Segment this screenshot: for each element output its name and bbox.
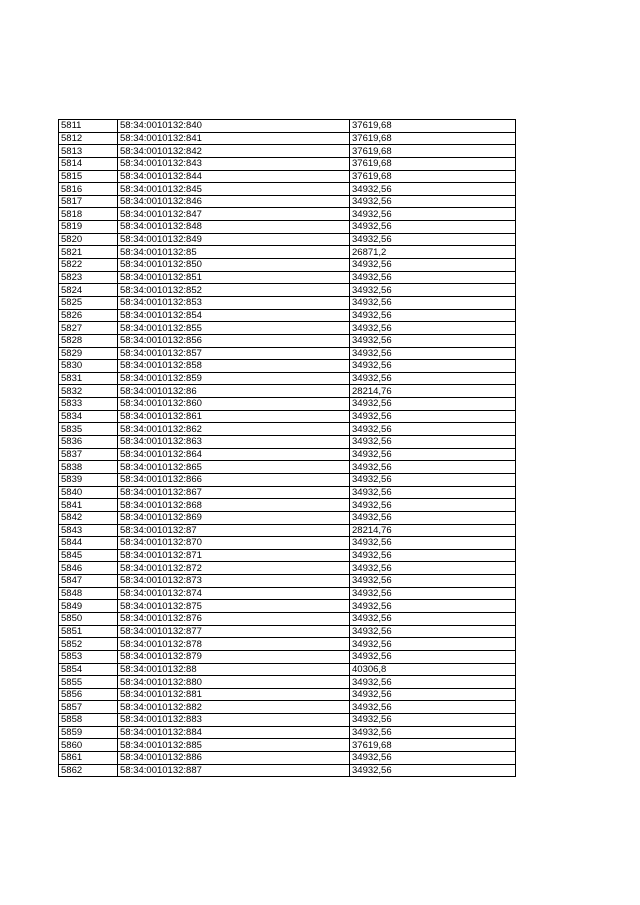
value-cell: 34932,56 bbox=[350, 360, 516, 373]
row-number-cell: 5833 bbox=[59, 398, 118, 411]
value-cell: 34932,56 bbox=[350, 372, 516, 385]
row-number-cell: 5826 bbox=[59, 309, 118, 322]
table-row bbox=[59, 714, 516, 727]
table-row bbox=[59, 132, 516, 145]
cadastral-number-cell: 58:34:0010132:862 bbox=[118, 423, 350, 436]
row-number-cell: 5823 bbox=[59, 271, 118, 284]
value-cell: 34932,56 bbox=[350, 714, 516, 727]
row-number-cell: 5812 bbox=[59, 132, 118, 145]
row-number-cell: 5834 bbox=[59, 410, 118, 423]
table-row bbox=[59, 296, 516, 309]
row-number-cell: 5841 bbox=[59, 499, 118, 512]
value-cell: 34932,56 bbox=[350, 473, 516, 486]
value-cell: 34932,56 bbox=[350, 322, 516, 335]
value-cell: 34932,56 bbox=[350, 284, 516, 297]
row-number-cell: 5820 bbox=[59, 233, 118, 246]
value-cell: 34932,56 bbox=[350, 271, 516, 284]
row-number-cell: 5851 bbox=[59, 625, 118, 638]
row-number-cell: 5832 bbox=[59, 385, 118, 398]
value-cell: 34932,56 bbox=[350, 650, 516, 663]
cadastral-number-cell: 58:34:0010132:867 bbox=[118, 486, 350, 499]
row-number-cell: 5829 bbox=[59, 347, 118, 360]
value-cell: 28214,76 bbox=[350, 524, 516, 537]
table-row bbox=[59, 726, 516, 739]
value-cell: 34932,56 bbox=[350, 676, 516, 689]
row-number-cell: 5859 bbox=[59, 726, 118, 739]
cadastral-number-cell: 58:34:0010132:865 bbox=[118, 461, 350, 474]
cadastral-value-table bbox=[58, 119, 516, 777]
table-row bbox=[59, 739, 516, 752]
value-cell: 37619,68 bbox=[350, 120, 516, 133]
cadastral-number-cell: 58:34:0010132:866 bbox=[118, 473, 350, 486]
value-cell: 34932,56 bbox=[350, 486, 516, 499]
value-cell: 34932,56 bbox=[350, 752, 516, 765]
table-row bbox=[59, 410, 516, 423]
table-row bbox=[59, 676, 516, 689]
value-cell: 37619,68 bbox=[350, 145, 516, 158]
value-cell: 37619,68 bbox=[350, 132, 516, 145]
value-cell: 34932,56 bbox=[350, 221, 516, 234]
value-cell: 34932,56 bbox=[350, 448, 516, 461]
row-number-cell: 5830 bbox=[59, 360, 118, 373]
value-cell: 34932,56 bbox=[350, 334, 516, 347]
cadastral-number-cell: 58:34:0010132:854 bbox=[118, 309, 350, 322]
value-cell: 34932,56 bbox=[350, 436, 516, 449]
row-number-cell: 5850 bbox=[59, 612, 118, 625]
row-number-cell: 5854 bbox=[59, 663, 118, 676]
cadastral-number-cell: 58:34:0010132:884 bbox=[118, 726, 350, 739]
table-row bbox=[59, 663, 516, 676]
value-cell: 34932,56 bbox=[350, 259, 516, 272]
cadastral-number-cell: 58:34:0010132:841 bbox=[118, 132, 350, 145]
row-number-cell: 5857 bbox=[59, 701, 118, 714]
value-cell: 34932,56 bbox=[350, 398, 516, 411]
table-row bbox=[59, 600, 516, 613]
value-cell: 34932,56 bbox=[350, 423, 516, 436]
row-number-cell: 5818 bbox=[59, 208, 118, 221]
table-row bbox=[59, 511, 516, 524]
cadastral-number-cell: 58:34:0010132:879 bbox=[118, 650, 350, 663]
value-cell: 34932,56 bbox=[350, 575, 516, 588]
value-cell: 34932,56 bbox=[350, 562, 516, 575]
cadastral-number-cell: 58:34:0010132:870 bbox=[118, 537, 350, 550]
row-number-cell: 5861 bbox=[59, 752, 118, 765]
table-row bbox=[59, 549, 516, 562]
row-number-cell: 5828 bbox=[59, 334, 118, 347]
cadastral-number-cell: 58:34:0010132:855 bbox=[118, 322, 350, 335]
cadastral-number-cell: 58:34:0010132:851 bbox=[118, 271, 350, 284]
row-number-cell: 5847 bbox=[59, 575, 118, 588]
row-number-cell: 5846 bbox=[59, 562, 118, 575]
row-number-cell: 5819 bbox=[59, 221, 118, 234]
row-number-cell: 5825 bbox=[59, 296, 118, 309]
cadastral-number-cell: 58:34:0010132:843 bbox=[118, 157, 350, 170]
table-row bbox=[59, 499, 516, 512]
row-number-cell: 5853 bbox=[59, 650, 118, 663]
table-row bbox=[59, 575, 516, 588]
cadastral-number-cell: 58:34:0010132:860 bbox=[118, 398, 350, 411]
value-cell: 34932,56 bbox=[350, 549, 516, 562]
cadastral-number-cell: 58:34:0010132:875 bbox=[118, 600, 350, 613]
table-row bbox=[59, 587, 516, 600]
value-cell: 26871,2 bbox=[350, 246, 516, 259]
value-cell: 34932,56 bbox=[350, 461, 516, 474]
table-row bbox=[59, 259, 516, 272]
cadastral-number-cell: 58:34:0010132:885 bbox=[118, 739, 350, 752]
cadastral-number-cell: 58:34:0010132:846 bbox=[118, 195, 350, 208]
cadastral-number-cell: 58:34:0010132:886 bbox=[118, 752, 350, 765]
cadastral-number-cell: 58:34:0010132:847 bbox=[118, 208, 350, 221]
row-number-cell: 5821 bbox=[59, 246, 118, 259]
table-row bbox=[59, 752, 516, 765]
value-cell: 37619,68 bbox=[350, 170, 516, 183]
cadastral-number-cell: 58:34:0010132:861 bbox=[118, 410, 350, 423]
row-number-cell: 5836 bbox=[59, 436, 118, 449]
cadastral-number-cell: 58:34:0010132:848 bbox=[118, 221, 350, 234]
row-number-cell: 5858 bbox=[59, 714, 118, 727]
cadastral-number-cell: 58:34:0010132:864 bbox=[118, 448, 350, 461]
table-row bbox=[59, 322, 516, 335]
row-number-cell: 5852 bbox=[59, 638, 118, 651]
table-row bbox=[59, 183, 516, 196]
value-cell: 34932,56 bbox=[350, 410, 516, 423]
cadastral-number-cell: 58:34:0010132:856 bbox=[118, 334, 350, 347]
row-number-cell: 5817 bbox=[59, 195, 118, 208]
table-row bbox=[59, 448, 516, 461]
value-cell: 34932,56 bbox=[350, 701, 516, 714]
cadastral-number-cell: 58:34:0010132:880 bbox=[118, 676, 350, 689]
value-cell: 34932,56 bbox=[350, 587, 516, 600]
table-row bbox=[59, 360, 516, 373]
table-row bbox=[59, 486, 516, 499]
cadastral-number-cell: 58:34:0010132:844 bbox=[118, 170, 350, 183]
table-row bbox=[59, 208, 516, 221]
table-row bbox=[59, 347, 516, 360]
row-number-cell: 5855 bbox=[59, 676, 118, 689]
value-cell: 34932,56 bbox=[350, 600, 516, 613]
row-number-cell: 5862 bbox=[59, 764, 118, 777]
value-cell: 34932,56 bbox=[350, 612, 516, 625]
row-number-cell: 5837 bbox=[59, 448, 118, 461]
table-row bbox=[59, 170, 516, 183]
row-number-cell: 5842 bbox=[59, 511, 118, 524]
cadastral-number-cell: 58:34:0010132:857 bbox=[118, 347, 350, 360]
table-row bbox=[59, 436, 516, 449]
cadastral-number-cell: 58:34:0010132:873 bbox=[118, 575, 350, 588]
cadastral-number-cell: 58:34:0010132:858 bbox=[118, 360, 350, 373]
row-number-cell: 5840 bbox=[59, 486, 118, 499]
table-row bbox=[59, 246, 516, 259]
cadastral-number-cell: 58:34:0010132:877 bbox=[118, 625, 350, 638]
table-row bbox=[59, 145, 516, 158]
table-row bbox=[59, 524, 516, 537]
row-number-cell: 5844 bbox=[59, 537, 118, 550]
cadastral-number-cell: 58:34:0010132:852 bbox=[118, 284, 350, 297]
row-number-cell: 5856 bbox=[59, 688, 118, 701]
cadastral-number-cell: 58:34:0010132:872 bbox=[118, 562, 350, 575]
cadastral-number-cell: 58:34:0010132:859 bbox=[118, 372, 350, 385]
value-cell: 34932,56 bbox=[350, 309, 516, 322]
row-number-cell: 5827 bbox=[59, 322, 118, 335]
value-cell: 34932,56 bbox=[350, 688, 516, 701]
table-row bbox=[59, 764, 516, 777]
value-cell: 34932,56 bbox=[350, 347, 516, 360]
value-cell: 34932,56 bbox=[350, 511, 516, 524]
value-cell: 34932,56 bbox=[350, 233, 516, 246]
table-row bbox=[59, 284, 516, 297]
value-cell: 34932,56 bbox=[350, 764, 516, 777]
value-cell: 34932,56 bbox=[350, 183, 516, 196]
table-body bbox=[59, 120, 516, 777]
row-number-cell: 5849 bbox=[59, 600, 118, 613]
table-row bbox=[59, 461, 516, 474]
table-row bbox=[59, 638, 516, 651]
table-row bbox=[59, 385, 516, 398]
cadastral-number-cell: 58:34:0010132:874 bbox=[118, 587, 350, 600]
cadastral-number-cell: 58:34:0010132:887 bbox=[118, 764, 350, 777]
cadastral-number-cell: 58:34:0010132:863 bbox=[118, 436, 350, 449]
cadastral-number-cell: 58:34:0010132:845 bbox=[118, 183, 350, 196]
cadastral-number-cell: 58:34:0010132:850 bbox=[118, 259, 350, 272]
table-row bbox=[59, 701, 516, 714]
value-cell: 34932,56 bbox=[350, 499, 516, 512]
table-row bbox=[59, 120, 516, 133]
cadastral-number-cell: 58:34:0010132:86 bbox=[118, 385, 350, 398]
table-row bbox=[59, 157, 516, 170]
row-number-cell: 5813 bbox=[59, 145, 118, 158]
cadastral-number-cell: 58:34:0010132:878 bbox=[118, 638, 350, 651]
cadastral-number-cell: 58:34:0010132:869 bbox=[118, 511, 350, 524]
cadastral-number-cell: 58:34:0010132:849 bbox=[118, 233, 350, 246]
row-number-cell: 5848 bbox=[59, 587, 118, 600]
value-cell: 34932,56 bbox=[350, 195, 516, 208]
value-cell: 34932,56 bbox=[350, 537, 516, 550]
table-row bbox=[59, 334, 516, 347]
cadastral-number-cell: 58:34:0010132:883 bbox=[118, 714, 350, 727]
value-cell: 37619,68 bbox=[350, 157, 516, 170]
table-row bbox=[59, 221, 516, 234]
value-cell: 28214,76 bbox=[350, 385, 516, 398]
cadastral-number-cell: 58:34:0010132:876 bbox=[118, 612, 350, 625]
table-row bbox=[59, 625, 516, 638]
row-number-cell: 5835 bbox=[59, 423, 118, 436]
table-row bbox=[59, 562, 516, 575]
cadastral-number-cell: 58:34:0010132:882 bbox=[118, 701, 350, 714]
cadastral-number-cell: 58:34:0010132:868 bbox=[118, 499, 350, 512]
row-number-cell: 5838 bbox=[59, 461, 118, 474]
row-number-cell: 5839 bbox=[59, 473, 118, 486]
cadastral-number-cell: 58:34:0010132:842 bbox=[118, 145, 350, 158]
cadastral-number-cell: 58:34:0010132:88 bbox=[118, 663, 350, 676]
table-row bbox=[59, 612, 516, 625]
row-number-cell: 5811 bbox=[59, 120, 118, 133]
value-cell: 34932,56 bbox=[350, 208, 516, 221]
value-cell: 34932,56 bbox=[350, 625, 516, 638]
value-cell: 40306,8 bbox=[350, 663, 516, 676]
table-row bbox=[59, 473, 516, 486]
table-row bbox=[59, 650, 516, 663]
table-row bbox=[59, 309, 516, 322]
table-row bbox=[59, 398, 516, 411]
cadastral-number-cell: 58:34:0010132:840 bbox=[118, 120, 350, 133]
row-number-cell: 5822 bbox=[59, 259, 118, 272]
value-cell: 34932,56 bbox=[350, 726, 516, 739]
row-number-cell: 5824 bbox=[59, 284, 118, 297]
table-row bbox=[59, 423, 516, 436]
row-number-cell: 5816 bbox=[59, 183, 118, 196]
table-row bbox=[59, 537, 516, 550]
row-number-cell: 5860 bbox=[59, 739, 118, 752]
cadastral-number-cell: 58:34:0010132:853 bbox=[118, 296, 350, 309]
row-number-cell: 5814 bbox=[59, 157, 118, 170]
cadastral-number-cell: 58:34:0010132:85 bbox=[118, 246, 350, 259]
cadastral-number-cell: 58:34:0010132:881 bbox=[118, 688, 350, 701]
value-cell: 34932,56 bbox=[350, 296, 516, 309]
table-row bbox=[59, 233, 516, 246]
cadastral-number-cell: 58:34:0010132:87 bbox=[118, 524, 350, 537]
table-row bbox=[59, 372, 516, 385]
value-cell: 34932,56 bbox=[350, 638, 516, 651]
table-row bbox=[59, 688, 516, 701]
row-number-cell: 5845 bbox=[59, 549, 118, 562]
row-number-cell: 5831 bbox=[59, 372, 118, 385]
cadastral-number-cell: 58:34:0010132:871 bbox=[118, 549, 350, 562]
row-number-cell: 5843 bbox=[59, 524, 118, 537]
row-number-cell: 5815 bbox=[59, 170, 118, 183]
value-cell: 37619,68 bbox=[350, 739, 516, 752]
table-row bbox=[59, 271, 516, 284]
table-row bbox=[59, 195, 516, 208]
